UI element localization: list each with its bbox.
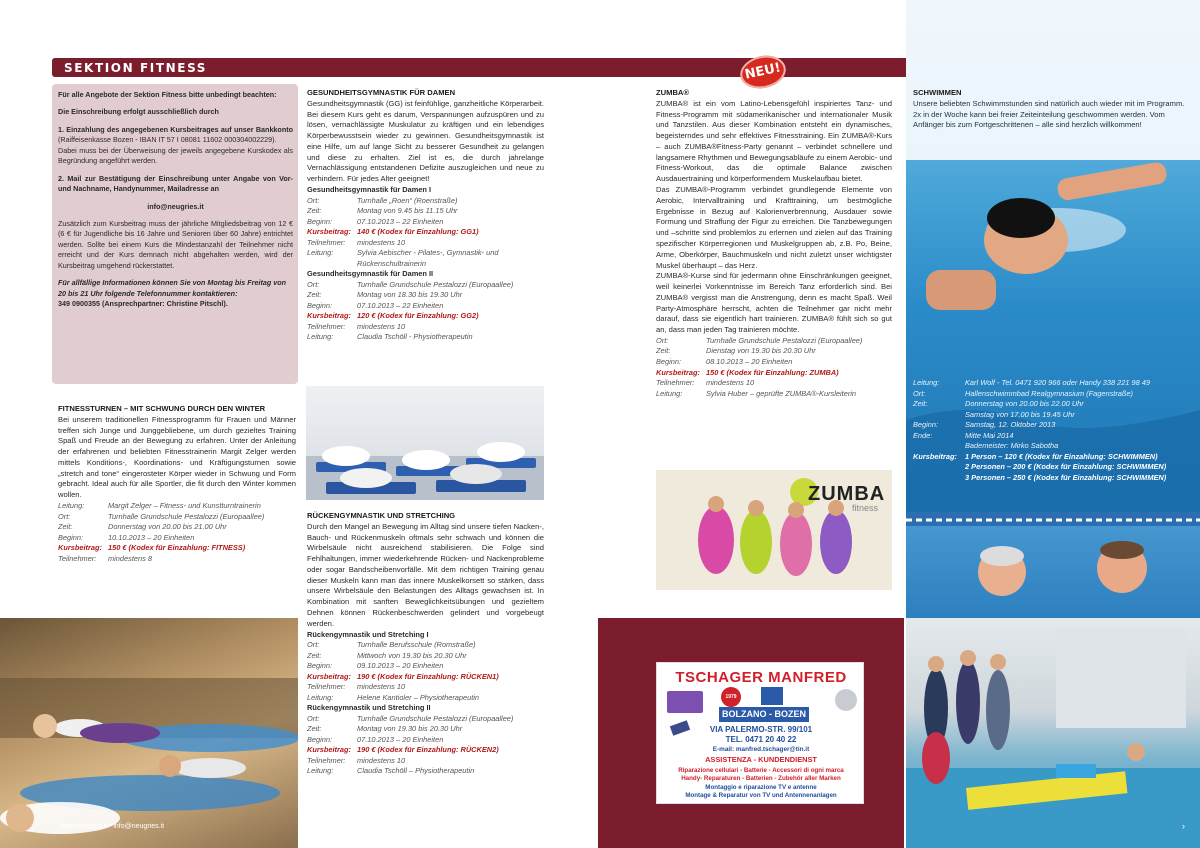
- info-membership-fee: Zusätzlich zum Kursbeitrag muss der jährliche Mitgliedsbeitrag von 12 € (6 € für Jugendliche bis 16 Jahre und Senioren über 60 Jahre) entrichtet werden. Sollte bei einem Kurs die Mindestanzahl der Teilnehmer nicht erreicht und der Kurs demnach nicht abgehalten werden, wird der Kursbeitrag umgehend rückerstattet.: [58, 218, 293, 270]
- detail-value: 190 € (Kodex für Einzahlung: RÜCKEN2): [357, 745, 499, 755]
- info-step-1-note: Dabei muss bei der Überweisung der jeweils angegebene Kurskodex als Begründung angeführt werden.: [58, 145, 293, 166]
- detail-label: Beginn:: [307, 734, 333, 744]
- schwimmen-title: SCHWIMMEN: [913, 88, 962, 97]
- ad-line-3: Montaggio e riparazione TV e antenne: [705, 784, 817, 791]
- detail-label: Teilnehmer:: [656, 378, 695, 388]
- instructors-illustration: [906, 512, 1200, 618]
- detail-row: [307, 672, 544, 683]
- detail-row: [913, 420, 1193, 431]
- detail-row: [307, 217, 544, 228]
- telecom-logo-icon: [761, 687, 783, 705]
- section-title: SEKTION FITNESS: [64, 61, 208, 75]
- detail-label: Leitung:: [307, 692, 334, 702]
- detail-value: mindestens 10: [357, 321, 406, 331]
- detail-label: Kursbeitrag:: [307, 745, 351, 755]
- detail-label: Teilnehmer:: [307, 755, 346, 765]
- detail-value: Turnhalle Berufsschule (Romstraße): [357, 640, 476, 650]
- detail-row: [656, 336, 892, 347]
- schwimmen-section: [913, 88, 1193, 131]
- detail-value: Mittwoch von 19.30 bis 20.30 Uhr: [357, 650, 467, 660]
- detail-value: 150 € (Kodex für Einzahlung: ZUMBA): [706, 367, 839, 377]
- gymnastik-1-title: Gesundheitsgymnastik für Damen I: [307, 185, 432, 195]
- schwimmen-detail-rows: [913, 378, 1193, 452]
- zumba-section: [656, 88, 892, 399]
- detail-row: [307, 301, 544, 312]
- detail-value: Turnhalle Grundschule Pestalozzi (Europaallee): [108, 511, 265, 521]
- detail-value: Claudia Tschöll – Physiotherapeutin: [357, 766, 475, 776]
- info-title: Für alle Angebote der Sektion Fitness bitte unbedingt beachten:: [58, 90, 277, 99]
- ad-city: BOLZANO - BOZEN: [719, 707, 809, 722]
- detail-label: Leitung:: [307, 766, 334, 776]
- detail-row: [307, 227, 544, 238]
- detail-value: Sylvia Aebischer - Pilates-, Gymnastik- und Rückenschultrainerin: [357, 248, 499, 268]
- detail-label: Beginn:: [656, 357, 682, 366]
- detail-row: [307, 693, 544, 704]
- detail-label: Beginn:: [307, 216, 333, 226]
- detail-row: [913, 389, 1193, 400]
- zumba-dance-photo: [656, 470, 892, 590]
- stretching-illustration: [0, 618, 298, 848]
- detail-label: Ort:: [58, 511, 71, 521]
- since-badge: 1979: [721, 687, 741, 707]
- detail-value: mindestens 8: [108, 553, 152, 563]
- gymnastik-2-details: [307, 280, 544, 343]
- info-step-1-rest: (Raiffeisenkasse Bozen - IBAN IT 57 I 08081 11602 000304002229).: [58, 135, 277, 145]
- detail-label: Zeit:: [307, 290, 322, 300]
- detail-label: Leitung:: [307, 332, 334, 342]
- detail-value: 190 € (Kodex für Einzahlung: RÜCKEN1): [357, 671, 499, 681]
- detail-row: [307, 766, 544, 777]
- page-number-mark: ›: [1182, 821, 1185, 831]
- detail-value: mindestens 10: [357, 237, 406, 247]
- detail-value: Turnhalle Grundschule Pestalozzi (Europaallee): [357, 713, 514, 723]
- detail-value: 150 € (Kodex für Einzahlung: FITNESS): [108, 543, 246, 553]
- detail-row: [913, 462, 1193, 473]
- detail-row: [307, 735, 544, 746]
- detail-row: [307, 238, 544, 249]
- detail-row: [913, 431, 1193, 442]
- detail-label: Kursbeitrag:: [307, 671, 351, 681]
- ad-phone: TEL. 0471 20 40 22: [725, 735, 797, 744]
- ad-street: VIA PALERMO-STR. 99/101: [709, 725, 813, 734]
- zumba-text: ZUMBA® ist ein vom Latino-Lebensgefühl inspiriertes Tanz- und Fitness-Programm mit südamerikanischer und internationaler Musik und Tanzstilen. Aus dieser Kombination entsteht ein dynamisches, begeisterndes und sehr effektives Fitnesstraining. Ein ZUMBA®-Kurs – auch ZUMBA®Fitness-Party genannt – verbindet schnellere und langsamere Rhythmen und Bewegungsabläufe zu einem Aerobic- und Fitness-Workout, das die optimale Balance zwischen Ausdauertraining und körperformendem Muskelaufbau bietet.: [656, 98, 892, 184]
- zumba-logo: ZUMBA: [808, 483, 886, 505]
- detail-row: [307, 332, 544, 343]
- detail-value: Montag von 9.45 bis 11.15 Uhr: [357, 206, 458, 216]
- info-contact-phone: 349 0900355 (Ansprechpartner: Christine Pitschl).: [58, 299, 228, 308]
- detail-value: Turnhalle „Roen“ (Roenstraße): [357, 195, 458, 205]
- detail-label: Zeit:: [913, 399, 928, 409]
- detail-row: [913, 452, 1193, 463]
- detail-label: Beginn:: [58, 532, 84, 542]
- footer-contact[interactable]: www.neugries.it • info@neugries.it: [58, 823, 165, 830]
- fitnessturnen-title: FITNESSTURNEN – MIT SCHWUNG DURCH DEN WINTER: [58, 404, 266, 413]
- ad-title: TSCHAGER MANFRED: [675, 669, 847, 686]
- ruecken-section: [307, 511, 544, 777]
- detail-row: [913, 473, 1193, 484]
- ad-email[interactable]: E-mail: manfred.tschager@tin.it: [712, 746, 810, 753]
- fitnessturnen-text: Bei unserem traditionellen Fitnessprogramm für Frauen und Männer treffen sich Junge und Junggebliebene, um durch gezieltes Training Spaß und Freude an der Bewegung zu erfahren. Unter der Anleitung der erfahrenen und beliebten Fitnesstrainerin Margit Zelger werden mittels Konditions-, Koordinations- und Kräftigungsturnen sowie „stretch and tone“ eingerosteter Körper wieder in Schwung und Form gebracht. Ideal auch für alle Sportler, die fit durch den Winter kommen wollen.: [58, 414, 296, 500]
- info-step-1: [58, 125, 293, 146]
- detail-row: [307, 756, 544, 767]
- info-email-link[interactable]: info@neugries.it: [147, 201, 204, 211]
- detail-row: [58, 533, 296, 544]
- instructors-photo: [906, 512, 1200, 618]
- detail-label: Kursbeitrag:: [913, 451, 957, 461]
- stretching-class-photo: [0, 618, 298, 848]
- detail-row: [307, 248, 544, 269]
- detail-label: Teilnehmer:: [307, 321, 346, 331]
- detail-value: Sylvia Huber – geprüfte ZUMBA®-Kursleiterin: [706, 388, 857, 398]
- ad-line-2: Handy- Reparaturen - Batterien - Zubehör aller Marken: [681, 775, 841, 782]
- zumba-logo-sub: fitness: [852, 503, 879, 513]
- detail-row: [307, 714, 544, 725]
- detail-row: [913, 378, 1193, 389]
- ruecken-1-title: Rückengymnastik und Stretching I: [307, 629, 429, 639]
- detail-value: Donnerstag von 20.00 bis 21.00 Uhr: [108, 522, 227, 532]
- detail-label: Leitung:: [913, 378, 940, 387]
- detail-row: [656, 378, 892, 389]
- detail-value: Claudia Tschöll - Physiotherapeutin: [357, 332, 473, 342]
- detail-label: Ort:: [307, 713, 320, 723]
- detail-label: Zeit:: [307, 650, 322, 660]
- detail-label: [913, 441, 965, 452]
- satellite-dish-icon: [835, 689, 857, 711]
- fitnessturnen-details: [58, 501, 296, 564]
- fitnessturnen-section: [58, 404, 296, 564]
- ruecken-1-details: [307, 640, 544, 703]
- detail-row: [307, 196, 544, 207]
- detail-label: Leitung:: [58, 501, 85, 511]
- detail-value: mindestens 10: [706, 378, 755, 388]
- detail-label: [913, 410, 965, 421]
- gymnastics-illustration: [306, 386, 544, 500]
- ruecken-2-title: Rückengymnastik und Stretching II: [307, 703, 431, 713]
- gymnastik-section: [307, 88, 544, 343]
- detail-value: 07.10.2013 – 20 Einheiten: [357, 734, 444, 744]
- ad-service: ASSISTENZA - KUNDENDIENST: [705, 755, 817, 764]
- zumba-details: [656, 336, 892, 399]
- gymnastik-2-title: Gesundheitsgymnastik für Damen II: [307, 269, 434, 279]
- ruecken-title: RÜCKENGYMNASTIK UND STRETCHING: [307, 511, 456, 520]
- detail-label: Kursbeitrag:: [307, 227, 351, 237]
- ruecken-2-details: [307, 714, 544, 777]
- detail-label: Leitung:: [656, 388, 683, 398]
- detail-row: [913, 410, 1193, 421]
- detail-label: Ort:: [307, 640, 320, 650]
- detail-row: [656, 346, 892, 357]
- tv-icon: [667, 691, 703, 713]
- detail-value: 07.10.2013 – 22 Einheiten: [357, 216, 444, 226]
- detail-row: [58, 543, 296, 554]
- registration-info-box: [52, 84, 298, 384]
- detail-value: Bademeister: Mirko Sabotha: [965, 441, 1059, 451]
- detail-value: 09.10.2013 – 20 Einheiten: [357, 661, 444, 671]
- detail-label: Teilnehmer:: [307, 237, 346, 247]
- detail-value: Donnerstag von 20.00 bis 22.00 Uhr: [965, 399, 1084, 409]
- detail-row: [913, 441, 1193, 452]
- detail-label: Zeit:: [307, 724, 322, 734]
- ad-line-4: Montage & Reparatur von TV und Antennenanlagen: [685, 792, 837, 799]
- detail-label: Zeit:: [307, 206, 322, 216]
- gymnastik-1-details: [307, 196, 544, 270]
- detail-label: Ort:: [913, 388, 926, 398]
- detail-row: [58, 554, 296, 565]
- gymnastik-text: Gesundheitsgymnastik (GG) ist feinfühlige, ganzheitliche Körperarbeit. Bei diesem Kurs geht es darum, Verspannungen aufzuspüren und zu lösen, vernachlässigte Muskulatur zu kräftigen und ein lebendiges Körperbewusstsein wieder zu gewinnen. Gesundheitsgymnastik ist eine Hilfe, um auf lange Sicht zu besserer Gesundheit zu gelangen und diese zu erhalten. Ziel ist es, die durch jahrelange Vernachlässigung entstandenen Defizite auszugleichen und neue zu verhindern. Für jedes Alter geeignet!: [307, 98, 544, 184]
- detail-row: [656, 357, 892, 368]
- detail-row: [307, 640, 544, 651]
- detail-value: Hallenschwimmbad Realgymnasium (Fagenstraße): [965, 388, 1133, 398]
- detail-row: [58, 501, 296, 512]
- detail-value: 07.10.2013 – 22 Einheiten: [357, 300, 444, 310]
- detail-value: 2 Personen – 200 € (Kodex für Einzahlung: SCHWIMMEN): [965, 462, 1167, 472]
- detail-label: Ort:: [307, 279, 320, 289]
- detail-label: Teilnehmer:: [58, 553, 97, 563]
- detail-label: Beginn:: [307, 300, 333, 310]
- detail-value: Samstag, 12. Oktober 2013: [965, 420, 1056, 430]
- detail-row: [58, 512, 296, 523]
- detail-value: Turnhalle Grundschule Pestalozzi (Europaallee): [357, 279, 514, 289]
- detail-value: Montag von 19.30 bis 20.30 Uhr: [357, 724, 463, 734]
- detail-value: Dienstag von 19.30 bis 20.30 Uhr: [706, 346, 816, 356]
- detail-row: [656, 368, 892, 379]
- detail-row: [307, 661, 544, 672]
- detail-row: [307, 206, 544, 217]
- detail-row: [307, 745, 544, 756]
- gymnastics-class-photo: [306, 386, 544, 500]
- detail-row: [307, 290, 544, 301]
- detail-row: [913, 399, 1193, 410]
- zumba-text-3: ZUMBA®-Kurse sind für jedermann ohne Einschränkungen geeignet, weil keinerlei Vorkenntnisse im Bereich Tanz erforderlich sind. Bei ZUMBA® vergisst man die Anstrengung, denn es macht Spaß. Weil Party-Atmosphäre herrscht, achten die Teilnehmer gar nicht mehr darauf, dass sie eigentlich hart trainieren. ZUMBA® fühlt sich so gut an, dass man jeden Tag trainieren möchte.: [656, 271, 892, 335]
- zumba-text-2: Das ZUMBA®-Programm verbindet grundlegende Elemente von Aerobic, Intervalltraining und Krafttraining, um bestmögliche Ergebnisse in Bezug auf Kalorienverbrennung, Ausdauer sowie Formung und Straffung der Figur zu erreichen. Die Tanzbewegungen und –schritte sind problemlos zu erlernen und zielen auf das Training spezifischer Körperregionen und Muskelgruppen ab, z.B. Po, Beine, Arme, Oberkörper, Bauchmuskeln und nicht zuletzt unser wichtigster Muskel überhaupt – das Herz.: [656, 185, 892, 270]
- detail-row: [307, 311, 544, 322]
- detail-value: Helene Kantioler – Physiotherapeutin: [357, 692, 480, 702]
- detail-value: 3 Personen – 250 € (Kodex für Einzahlung: SCHWIMMEN): [965, 472, 1167, 482]
- schwimmen-fee-rows: [913, 452, 1193, 484]
- info-step-1-bold: 1. Einzahlung des angegebenen Kursbeitrages auf unser Bankkonto: [58, 124, 293, 134]
- swim-group-photo: [906, 618, 1200, 848]
- detail-label: Zeit:: [656, 346, 671, 356]
- detail-label: Ort:: [307, 195, 320, 205]
- new-badge: NEU!: [737, 52, 789, 93]
- detail-value: Mitte Mai 2014: [965, 430, 1014, 440]
- detail-value: Margit Zelger – Fitness- und Kunstturntrainerin: [108, 501, 261, 511]
- detail-label: Beginn:: [913, 420, 939, 430]
- detail-row: [307, 724, 544, 735]
- advertisement-tschager[interactable]: [656, 662, 864, 804]
- detail-label: Kursbeitrag:: [307, 311, 351, 321]
- detail-value: mindestens 10: [357, 755, 406, 765]
- schwimmen-text: Unsere beliebten Schwimmstunden sind natürlich auch wieder mit im Programm. 2x in der Woche kann bei freier Zeiteinteilung geschwommen werden. Vom Anfänger bis zum Fortgeschrittenen – alle sind herzlich willkommen!: [913, 98, 1185, 130]
- detail-label: Zeit:: [58, 522, 73, 532]
- detail-label: Kursbeitrag:: [656, 367, 700, 377]
- info-step-2: 2. Mail zur Bestätigung der Einschreibung unter Angabe von Vor- und Nachname, Handynummer, Mailadresse an: [58, 173, 293, 194]
- detail-row: [58, 522, 296, 533]
- detail-row: [307, 322, 544, 333]
- detail-value: 08.10.2013 – 20 Einheiten: [706, 357, 793, 366]
- detail-label: Kursbeitrag:: [58, 543, 102, 553]
- info-subtitle: Die Einschreibung erfolgt ausschließlich durch: [58, 107, 219, 117]
- detail-value: 120 € (Kodex für Einzahlung: GG2): [357, 311, 479, 321]
- detail-value: 10.10.2013 – 20 Einheiten: [108, 532, 195, 542]
- detail-label: Leitung:: [307, 248, 334, 258]
- detail-value: 140 € (Kodex für Einzahlung: GG1): [357, 227, 479, 237]
- detail-value: mindestens 10: [357, 682, 406, 692]
- detail-label: Ende:: [913, 430, 933, 440]
- detail-value: 1 Person – 120 € (Kodex für Einzahlung: SCHWIMMEN): [965, 451, 1158, 461]
- detail-label: Ort:: [656, 335, 669, 345]
- zumba-title: ZUMBA®: [656, 88, 690, 97]
- detail-label: Beginn:: [307, 661, 333, 671]
- detail-row: [307, 280, 544, 291]
- schwimmen-details: [913, 378, 1193, 483]
- swim-group-illustration: [906, 618, 1200, 848]
- detail-row: [307, 682, 544, 693]
- ruecken-text: Durch den Mangel an Bewegung im Alltag sind unsere tiefen Nacken-, Bauch- und Rückenmuskeln oftmals sehr schwach und können die Wirbelsäule nicht ausreichend stabilisieren. Die Folge sind Fehlhaltungen, immer wiederkehrende Rücken- und Nackenprobleme oder sogar Bandscheibenvorfälle. Mit dem richtigen Training genau dieser Muskeln kann man das innere Muskelkorsett so stärken, dass unsere Wirbelsäule den Belastungen des Alltags gewachsen ist. In Kombination mit sanften Beweglichkeitsübungen und gezieltem Dehnen können Rückenbeschwerden gelindert und vorgebeugt werden.: [307, 521, 544, 628]
- detail-value: Karl Wolf - Tel. 0471 920 966 oder Handy 338 221 98 49: [965, 378, 1151, 387]
- detail-row: [307, 651, 544, 662]
- detail-value: Turnhalle Grundschule Pestalozzi (Europaallee): [706, 335, 863, 345]
- gymnastik-title: GESUNDHEITSGYMNASTIK FÜR DAMEN: [307, 88, 456, 97]
- info-contact-hours: Für allfällige Informationen können Sie von Montag bis Freitag von 20 bis 21 Uhr folgende Telefonnummer kontaktieren:: [58, 278, 287, 298]
- detail-row: [656, 389, 892, 400]
- detail-label: [913, 473, 965, 484]
- detail-value: Samstag von 17.00 bis 19.45 Uhr: [965, 409, 1075, 419]
- ad-line-1: Riparazione cellulari - Batterie - Accessori di ogni marca: [678, 767, 844, 774]
- detail-label: [913, 462, 965, 473]
- detail-label: Teilnehmer:: [307, 682, 346, 692]
- detail-value: Montag von 18.30 bis 19.30 Uhr: [357, 290, 463, 300]
